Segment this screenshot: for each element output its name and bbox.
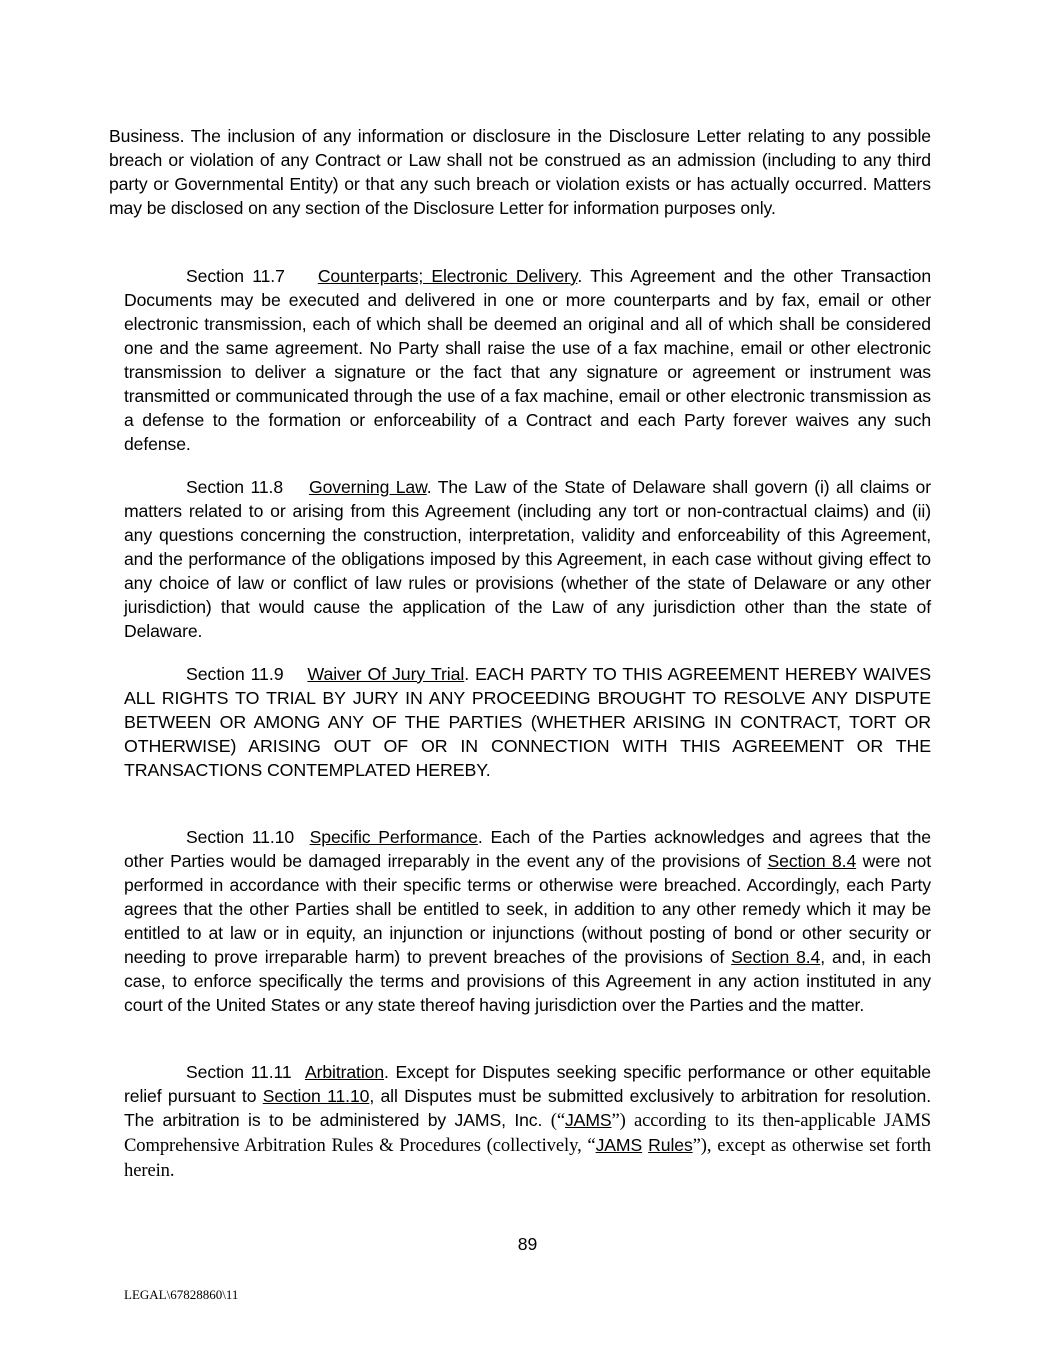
section-11-11 [124,1060,931,1183]
section-body: . Except for Disputes seeking specific performance or other equitable relief pursuant to [124,1062,931,1106]
section-number: Section 11.10 [186,827,295,847]
intro-text: Business. The inclusion of any information or disclosure in the Disclosure Letter relating to any possible breach or violation of any Contract or Law shall not be construed as an admission (including to any third party or Governmental Entity) or that any such breach or violation exists or has actually occurred. Matters may be disclosed on any section of the Disclosure Letter for information purposes only. [109,126,931,218]
section-number: Section 11.9 [186,664,284,684]
section-heading: Counterparts; Electronic Delivery [317,266,578,286]
section-body: . Each of the Parties acknowledges and agrees that the other Parties would be damaged irreparably in the event any of the provisions of [124,827,931,871]
section-body: . This Agreement and the other Transaction Documents may be executed and delivered in one or more counterparts and by fax, email or other electronic transmission, each of which shall be deemed an original and all of which shall be considered one and the same agreement. No Party shall raise the use of a fax machine, email or other electronic transmission to deliver a signature or the fact that any signature or agreement or instrument was transmitted or communicated through the use of a fax machine, email or other electronic transmission as a defense to the formation or enforceability of a Contract and each Party forever waives any such defense. [124,266,932,454]
cross-reference-link[interactable]: Section 8.4 [731,947,821,967]
cross-reference-link[interactable]: Section 8.4 [767,851,857,871]
section-number: Section 11.11 [186,1062,292,1082]
section-body: . The Law of the State of Delaware shall govern (i) all claims or matters related to or arising from this Agreement (including any tort or non-contractual claims) and (ii) any questions concerning the construction, interpretation, validity and enforceability of this Agreement, and the performance of the obligations imposed by this Agreement, in each case without giving effect to any choice of law or conflict of law rules or provisions (whether of the state of Delaware or any other jurisdiction) that would cause the application of the Law of any jurisdiction other than the state of Delaware. [124,477,931,641]
section-11-8 [124,475,931,643]
section-heading: Arbitration [304,1062,385,1082]
section-11-10 [124,825,931,1017]
section-number: Section 11.8 [186,477,284,497]
section-body-serif: ”), except as otherwise set forth herein. [124,1135,931,1181]
section-body: were not performed in accordance with their specific terms or otherwise were breached. Accordingly, each Party agrees that the other Parties shall be entitled to seek, in addition to any other remedy which it may be entitled to at law or in equity, an injunction or injunctions (without posting of bond or other security or needing to prove irreparable harm) to prevent breaches of the provisions of [124,851,931,967]
defined-term: JAMS [595,1135,643,1155]
page-number: 89 [517,1234,538,1254]
section-body-serif: (“ [550,1110,565,1131]
section-heading: Waiver Of Jury Trial [307,664,465,684]
defined-term: JAMS [564,1110,612,1130]
section-body: , all Disputes must be submitted exclusively to arbitration for resolution. The arbitration is to be administered by JAMS, Inc. [124,1086,931,1130]
defined-term: Rules [648,1135,693,1155]
section-11-7 [124,264,931,456]
section-heading: Governing Law [308,477,427,497]
section-body: . EACH PARTY TO THIS AGREEMENT HEREBY WAIVES ALL RIGHTS TO TRIAL BY JURY IN ANY PROCEEDING BROUGHT TO RESOLVE ANY DISPUTE BETWEEN OR AMONG ANY OF THE PARTIES (WHETHER ARISING IN CONTRACT, TORT OR OTHERWISE) ARISING OUT OF OR IN CONNECTION WITH THIS AGREEMENT OR THE TRANSACTIONS CONTEMPLATED HEREBY. [124,664,931,780]
section-body-serif: ”) according to its then-applicable JAMS Comprehensive Arbitration Rules & Procedures (collectively, “ [124,1110,931,1156]
section-heading: Specific Performance [309,827,478,847]
intro-paragraph [109,124,931,220]
cross-reference-link[interactable]: Section 11.10 [262,1086,370,1106]
section-body: , and, in each case, to enforce specifically the terms and provisions of this Agreement in any action instituted in any court of the United States or any state thereof having jurisdiction over the Parties and the matter. [124,947,931,1015]
document-reference: LEGAL\67828860\11 [124,1287,239,1302]
section-number: Section 11.7 [186,266,285,286]
section-11-9 [124,662,931,782]
